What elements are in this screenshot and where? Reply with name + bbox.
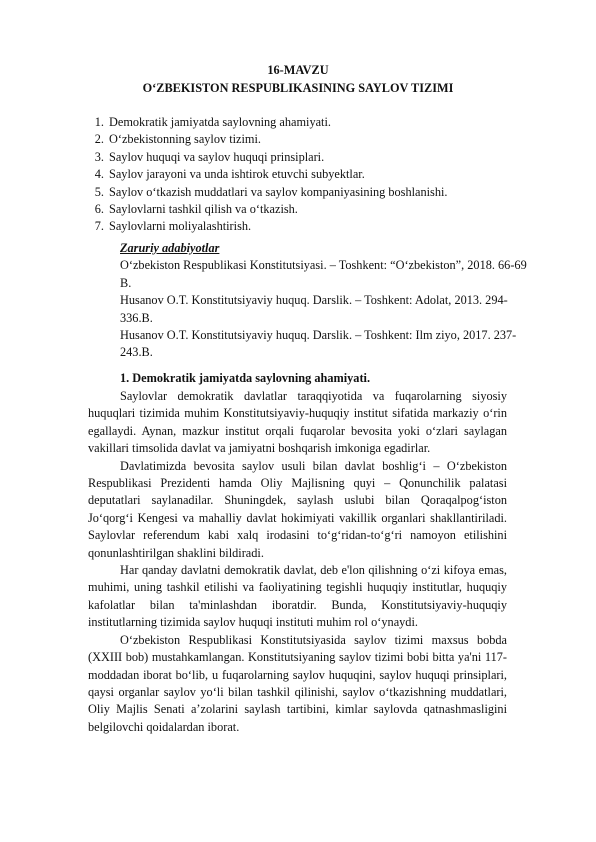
list-item: 2. O‘zbekistonning saylov tizimi. <box>107 131 537 148</box>
references-title: Zaruriy adabiyotlar <box>120 241 220 255</box>
reference-item: Husanov O.T. Konstitutsiyaviy huquq. Darslik. – Toshkent: Adolat, 2013. 294-336.B. <box>120 293 508 325</box>
paragraph: Davlatimizda bevosita saylov usuli bilan davlat boshlig‘i – O‘zbekiston Respublikasi Prezidenti hamda Oliy Majlisning quyi – Qonunchilik palatasi deputatlari saylanadilar. Shuningdek, saylash uslubi bilan Qoraqalpog‘iston Jo‘qorg‘i Kengesi va mahalliy davlat hokimiyati vakillik organlari shakllantiriladi. Saylovlar referendum kabi xalq irodasini to‘g‘ridan-to‘g‘ri namoyon etilishini qonunlashtirilgan shaklini bildiradi. <box>88 458 507 560</box>
section-heading: 1. Demokratik jamiyatda saylovning ahamiyati. <box>120 371 371 385</box>
list-item: 5. Saylov o‘tkazish muddatlari va saylov kompaniyasining boshlanishi. <box>107 184 537 201</box>
list-item: 6. Saylovlarni tashkil qilish va o‘tkazish. <box>107 201 537 218</box>
topic-number: 16-MAVZU <box>267 63 329 77</box>
reference-item: O‘zbekiston Respublikasi Konstitutsiyasi. – Toshkent: “O‘zbekiston”, 2018. 66-69 B. <box>120 258 527 290</box>
section-body <box>88 388 507 736</box>
list-item: 1. Demokratik jamiyatda saylovning ahamiyati. <box>107 114 537 131</box>
paragraph: Har qanday davlatni demokratik davlat, deb e'lon qilishning o‘zi kifoya emas, muhimi, uning tashkil etilishi va faoliyatining tegishli huquqiy institutlar, huquqiy kafolatlar bilan ta'minlashdan iboratdir. Bunda, Konstitutsiyaviy-huquqiy institutlarning tizimida saylov huquqi instituti muhim rol o‘ynaydi. <box>88 563 507 630</box>
page-title: O‘ZBEKISTON RESPUBLIKASINING SAYLOV TIZIMI <box>142 81 454 95</box>
topic-list <box>88 114 537 236</box>
list-item: 3. Saylov huquqi va saylov huquqi prinsiplari. <box>107 149 537 166</box>
reference-item: Husanov O.T. Konstitutsiyaviy huquq. Darslik. – Toshkent: Ilm ziyo, 2017. 237-243.B. <box>120 328 517 360</box>
paragraph: O‘zbekiston Respublikasi Konstitutsiyasida saylov tizimi maxsus bobda (XXIII bob) mustahkamlangan. Konstitutsiyaning saylov tizimi bobi bitta ya'ni 117-moddadan iborat bo‘lib, u fuqarolarning saylov huquqini, saylov huquqi prinsiplari, qaysi organlar saylov yo‘li bilan tashkil qilinishi, saylov o‘tkazishning muddatlari, Oliy Majlis Senati a’zolarini saylash tartibini, kimlar saylovda qatnashmasligini belgilovchi qoidalardan iborat. <box>88 632 507 734</box>
list-item: 4. Saylov jarayoni va unda ishtirok etuvchi subyektlar. <box>107 166 537 183</box>
paragraph: Saylovlar demokratik davlatlar taraqqiyotida va fuqarolarning siyosiy huquqlari tizimida muhim Konstitutsiyaviy-huquqiy institut sifatida markaziy o‘rin egallaydi. Aynan, mazkur institut orqali fuqarolar bevosita yoki o‘zlari saylagan vakillari timsolida davlat va jamiyatni boshqarish imkoniga egadirlar. <box>88 389 507 456</box>
references-block <box>120 240 540 362</box>
list-item: 7. Saylovlarni moliyalashtirish. <box>107 218 537 235</box>
